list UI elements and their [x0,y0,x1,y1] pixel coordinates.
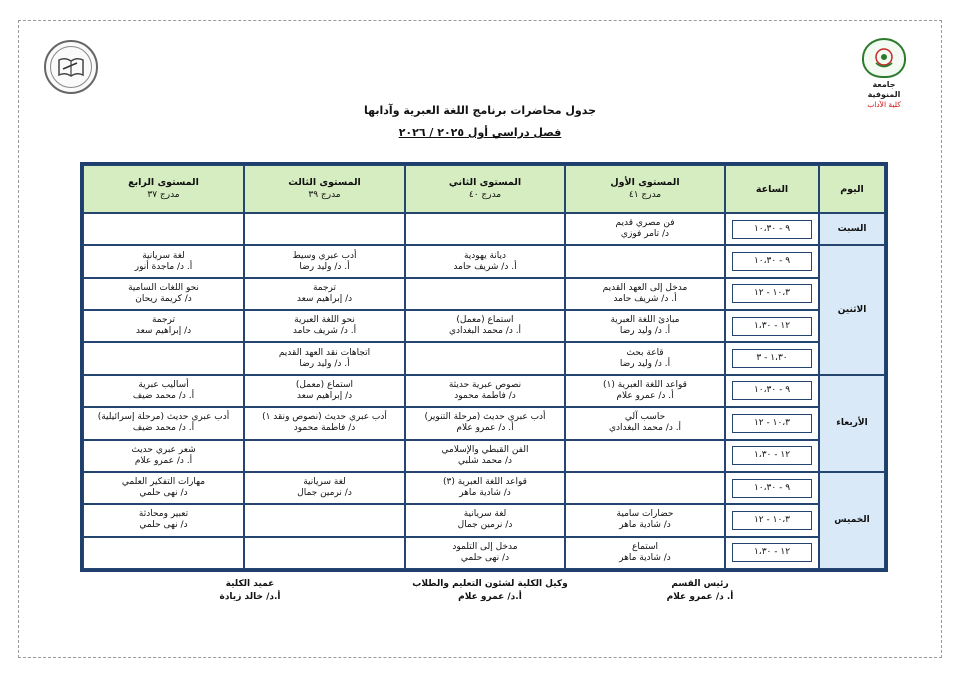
day-cell: السبت [819,213,885,245]
course-name: فن مصري قديم [615,218,675,229]
signature-role: رئيس القسم [671,579,729,589]
time-label: ٩ - ١٠،٣٠ [732,381,812,400]
day-cell: الأربعاء [819,375,885,472]
time-label: ١٢ - ١،٣٠ [732,543,812,562]
teacher-name: د/ إبراهيم سعد [296,390,353,401]
teacher-name: أ. د/ ماجدة أنور [134,261,193,272]
course-cell [405,407,565,439]
level-name: المستوى الثالث [288,177,361,188]
course-cell [565,245,725,277]
course-cell [83,245,244,277]
time-label: ٩ - ١٠،٣٠ [732,479,812,498]
time-label: ١٠،٣ - ١٢ [732,511,812,530]
teacher-name: د/ كريمة ريحان [135,293,192,304]
course-cell [405,278,565,310]
teacher-name: د/ شادية ماهر [459,488,511,499]
course-name: ديانة يهودية [463,250,507,261]
course-name: مبادئ اللغة العبرية [610,315,680,326]
course-name: أدب عبري حديث (مرحلة التنوير) [424,412,546,423]
teacher-name: د/ إبراهيم سعد [296,293,353,304]
signature-name: أ. د/ عمرو علام [666,592,734,602]
course-cell [244,245,405,277]
teacher-name: د/ تامر فوزي [620,229,670,240]
table-row [83,342,885,374]
course-cell [244,472,405,504]
time-cell [725,310,819,342]
course-cell [565,440,725,472]
time-cell [725,407,819,439]
page-title: جدول محاضرات برنامج اللغة العبرية وآدابها [363,104,596,117]
level-hall: مدرج ٤١ [628,190,662,200]
table-row [83,407,885,439]
course-name: أدب عبري حديث (مرحلة إسرائيلية) [97,412,230,423]
level-header [244,165,405,213]
course-cell [405,245,565,277]
course-cell [244,278,405,310]
signature-role: عميد الكلية [225,579,275,589]
course-cell [405,472,565,504]
time-label: ٩ - ١٠،٣٠ [732,220,812,239]
time-cell [725,213,819,245]
course-cell [83,342,244,374]
level-name: المستوى الرابع [128,177,199,188]
signature-role: وكيل الكلية لشئون التعليم والطلاب [412,579,568,589]
teacher-name: د/ نهى حلمي [139,488,188,499]
teacher-name: أ. د/ وليد رضا [299,261,350,272]
time-header: الساعة [725,165,819,213]
teacher-name: د/ نهى حلمي [460,552,510,563]
teacher-name: د/ نرمين جمال [457,520,513,531]
teacher-name: أ. د/ وليد رضا [619,358,671,369]
level-name: المستوى الأول [610,177,680,188]
table-row [83,375,885,407]
course-name: ترجمة [312,282,337,293]
time-cell [725,342,819,374]
signature-block [380,578,600,604]
semester-label: فصل دراسي أول ٢٠٢٥ / ٢٠٢٦ [398,126,562,139]
course-cell [405,375,565,407]
course-cell [565,310,725,342]
course-cell [565,342,725,374]
course-cell [83,310,244,342]
time-cell [725,245,819,277]
table-row [83,310,885,342]
time-cell [725,504,819,536]
header-row [83,165,885,213]
course-name: نحو اللغة العبرية [294,315,355,326]
course-name: أساليب عبرية [138,379,189,390]
course-name: استماع [631,541,659,552]
level-header [405,165,565,213]
course-cell [565,472,725,504]
university-name: جامعة المنوفية [867,80,901,99]
course-cell [244,407,405,439]
course-cell [83,278,244,310]
course-cell [244,310,405,342]
level-hall: مدرج ٤٠ [468,190,502,200]
day-cell: الاثنين [819,245,885,374]
course-cell [565,278,725,310]
course-cell [405,213,565,245]
teacher-name: أ. د/ عمرو علام [456,423,514,434]
course-name: نحو اللغات السامية [128,282,199,293]
time-label: ١،٣٠ - ٣ [732,349,812,368]
level-header [83,165,244,213]
course-name: أدب عبري وسيط [292,250,357,261]
course-name: استماع (معمل) [456,315,514,326]
course-name: أدب عبري حديث (نصوص ونقد ١) [262,412,387,423]
course-cell [83,440,244,472]
teacher-name: أ. د/ محمد ضيف [132,423,195,434]
teacher-name: أ. د/ وليد رضا [619,326,671,337]
time-cell [725,440,819,472]
course-cell [83,537,244,569]
course-cell [83,504,244,536]
course-cell [83,407,244,439]
course-name: مدخل إلى التلمود [452,541,518,552]
course-name: قواعد اللغة العبرية (٣) [443,477,527,488]
institute-seal-logo [44,40,98,94]
table-row [83,504,885,536]
course-name: مدخل إلى العهد القديم [602,282,688,293]
teacher-name: د/ شادية ماهر [619,520,671,531]
teacher-name: د/ نرمين جمال [297,488,352,499]
course-cell [244,440,405,472]
table-row [83,537,885,569]
table-row [83,245,885,277]
teacher-name: أ. د/ محمد ضيف [132,390,195,401]
teacher-name: د/ نهى حلمي [139,520,188,531]
course-cell [244,375,405,407]
teacher-name: أ. د/ محمد البغدادي [608,423,682,434]
faculty-name: كلية الآداب [867,100,901,109]
course-cell [405,504,565,536]
teacher-name: أ. د/ شريف حامد [613,293,677,304]
course-name: حاسب آلي [624,412,666,423]
book-icon [57,56,85,78]
teacher-name: د/ شادية ماهر [619,552,671,563]
time-label: ١٠،٣ - ١٢ [732,414,812,433]
course-name: لغة سريانية [142,250,185,261]
schedule-table [80,162,888,572]
signature-block [600,578,800,604]
course-cell [244,213,405,245]
signature-name: أ.د/ خالد زيادة [219,592,281,602]
teacher-name: د/ إبراهيم سعد [135,326,192,337]
table-row [83,213,885,245]
course-cell [405,440,565,472]
day-cell: الخميس [819,472,885,569]
course-cell [83,375,244,407]
level-header [565,165,725,213]
course-cell [244,342,405,374]
signature-block [170,578,330,604]
course-name: شعر عبري حديث [131,444,196,455]
course-cell [405,342,565,374]
table-row [83,278,885,310]
teacher-name: د/ فاطمة محمود [454,390,516,401]
table-row [83,472,885,504]
course-name: قاعة بحث [626,347,664,358]
course-name: تعبير ومحادثة [138,509,189,520]
course-cell [244,504,405,536]
course-cell [83,472,244,504]
level-hall: مدرج ٣٩ [308,190,341,200]
course-name: ترجمة [151,315,176,326]
time-label: ١٠،٣ - ١٢ [732,284,812,303]
teacher-name: د/ محمد شلبي [457,455,513,466]
time-label: ١٢ - ١،٣٠ [732,446,812,465]
teacher-name: د/ فاطمة محمود [293,423,356,434]
course-cell [565,537,725,569]
signature-name: أ.د/ عمرو علام [458,592,522,602]
course-name: حضارات سامية [616,509,674,520]
teacher-name: أ. د/ عمرو علام [134,455,193,466]
course-name: استماع (معمل) [295,379,354,390]
level-name: المستوى الثاني [448,177,522,188]
teacher-name: أ. د/ شريف حامد [453,261,517,272]
course-name: نصوص عبرية حديثة [448,379,522,390]
teacher-name: أ. د/ وليد رضا [299,358,350,369]
course-name: اتجاهات نقد العهد القديم [278,347,371,358]
course-name: لغة سريانية [303,477,346,488]
course-cell [83,213,244,245]
course-cell [565,213,725,245]
course-cell [565,407,725,439]
university-logo [858,38,910,109]
course-cell [565,375,725,407]
course-name: قواعد اللغة العبرية (١) [603,379,687,390]
course-name: الفن القبطي والإسلامي [441,444,529,455]
teacher-name: أ. د/ شريف حامد [292,326,357,337]
time-cell [725,472,819,504]
time-cell [725,537,819,569]
day-header: اليوم [819,165,885,213]
time-label: ٩ - ١٠،٣٠ [732,252,812,271]
course-cell [405,537,565,569]
table-row [83,440,885,472]
wreath-icon [871,46,897,70]
course-name: مهارات التفكير العلمي [121,477,206,488]
course-cell [405,310,565,342]
teacher-name: أ. د/ محمد البغدادي [448,326,522,337]
course-name: لغة سريانية [463,509,507,520]
time-cell [725,375,819,407]
course-cell [565,504,725,536]
teacher-name: أ. د/ عمرو علام [616,390,674,401]
course-cell [244,537,405,569]
level-hall: مدرج ٣٧ [147,190,180,200]
time-cell [725,278,819,310]
time-label: ١٢ - ١،٣٠ [732,317,812,336]
